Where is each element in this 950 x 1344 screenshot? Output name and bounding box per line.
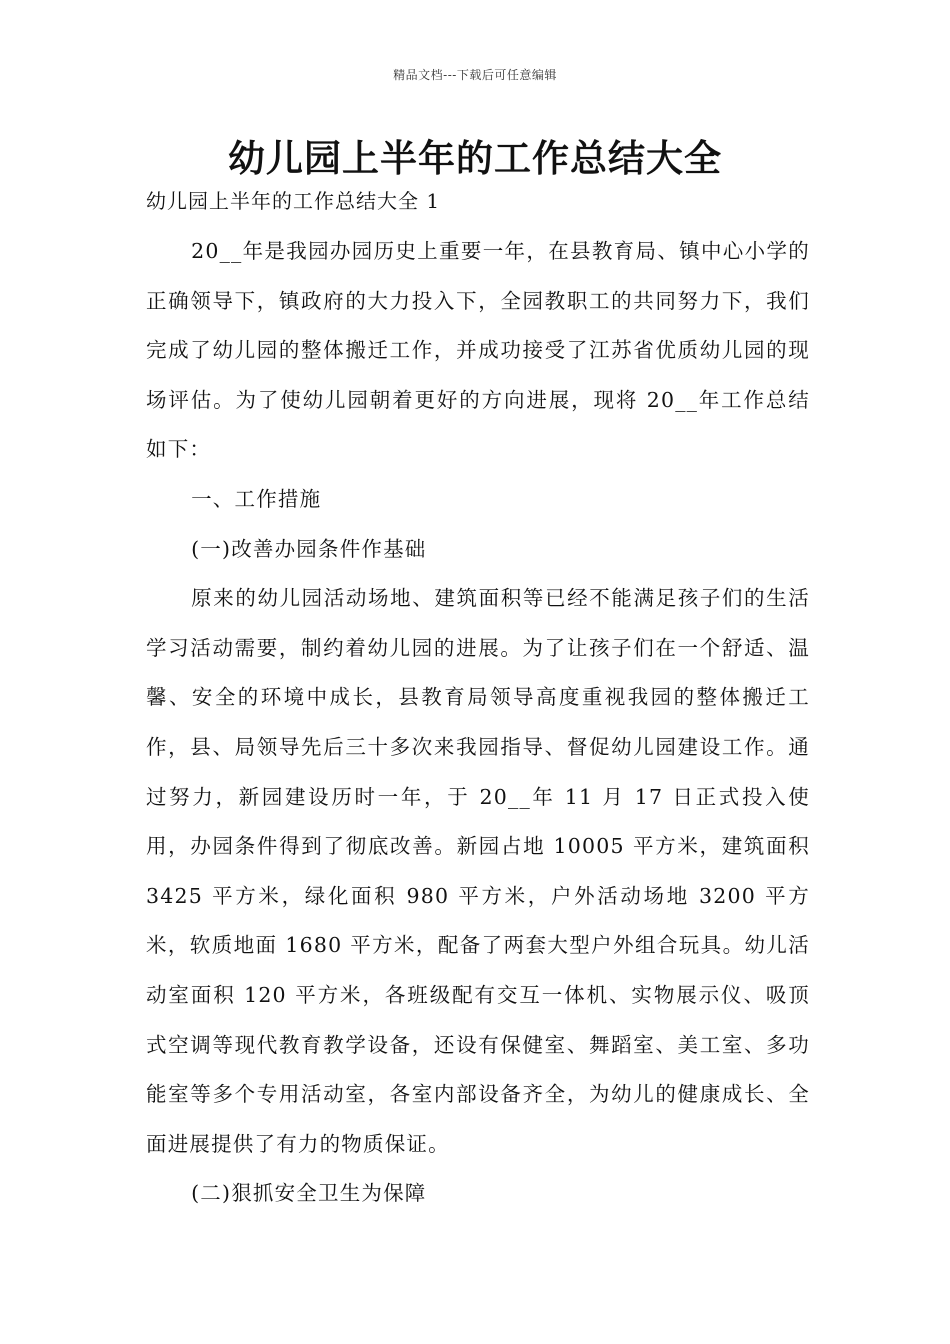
document-subtitle: 幼儿园上半年的工作总结大全 1: [146, 189, 441, 213]
header-note: 精品文档---下载后可任意编辑: [393, 68, 557, 82]
document-body: [146, 227, 810, 1219]
subsection-heading-2: (二)狠抓安全卫生为保障: [191, 1181, 427, 1206]
paragraph-intro: 20__年是我园办园历史上重要一年，在县教育局、镇中心小学的正确领导下，镇政府的大力投入下，全园教职工的共同努力下，我们完成了幼儿园的整体搬迁工作，并成功接受了江苏省优质幼儿园的现场评估。为了使幼儿园朝着更好的方向进展，现将 20__年工作总结如下：: [146, 239, 810, 462]
subsection-heading-1: (一)改善办园条件作基础: [191, 536, 427, 561]
document-title: 幼儿园上半年的工作总结大全: [228, 137, 722, 180]
section-heading: 一、工作措施: [191, 486, 322, 511]
paragraph-conditions: 原来的幼儿园活动场地、建筑面积等已经不能满足孩子们的生活学习活动需要，制约着幼儿园的进展。为了让孩子们在一个舒适、温馨、安全的环境中成长，县教育局领导高度重视我园的整体搬迁工作，县、局领导先后三十多次来我园指导、督促幼儿园建设工作。通过努力，新园建设历时一年，于 20__年 11 月 17 日正式投入使用，办园条件得到了彻底改善。新园占地 10005 平方米，建筑面积 3425 平方米，绿化面积 980 平方米，户外活动场地 3200 平方米，软质地面 1680 平方米，配备了两套大型户外组合玩具。幼儿活动室面积 120 平方米，各班级配有交互一体机、实物展示仪、吸顶式空调等现代教育教学设备，还设有保健室、舞蹈室、美工室、多功能室等多个专用活动室，各室内部设备齐全，为幼儿的健康成长、全面进展提供了有力的物质保证。: [146, 586, 810, 1156]
